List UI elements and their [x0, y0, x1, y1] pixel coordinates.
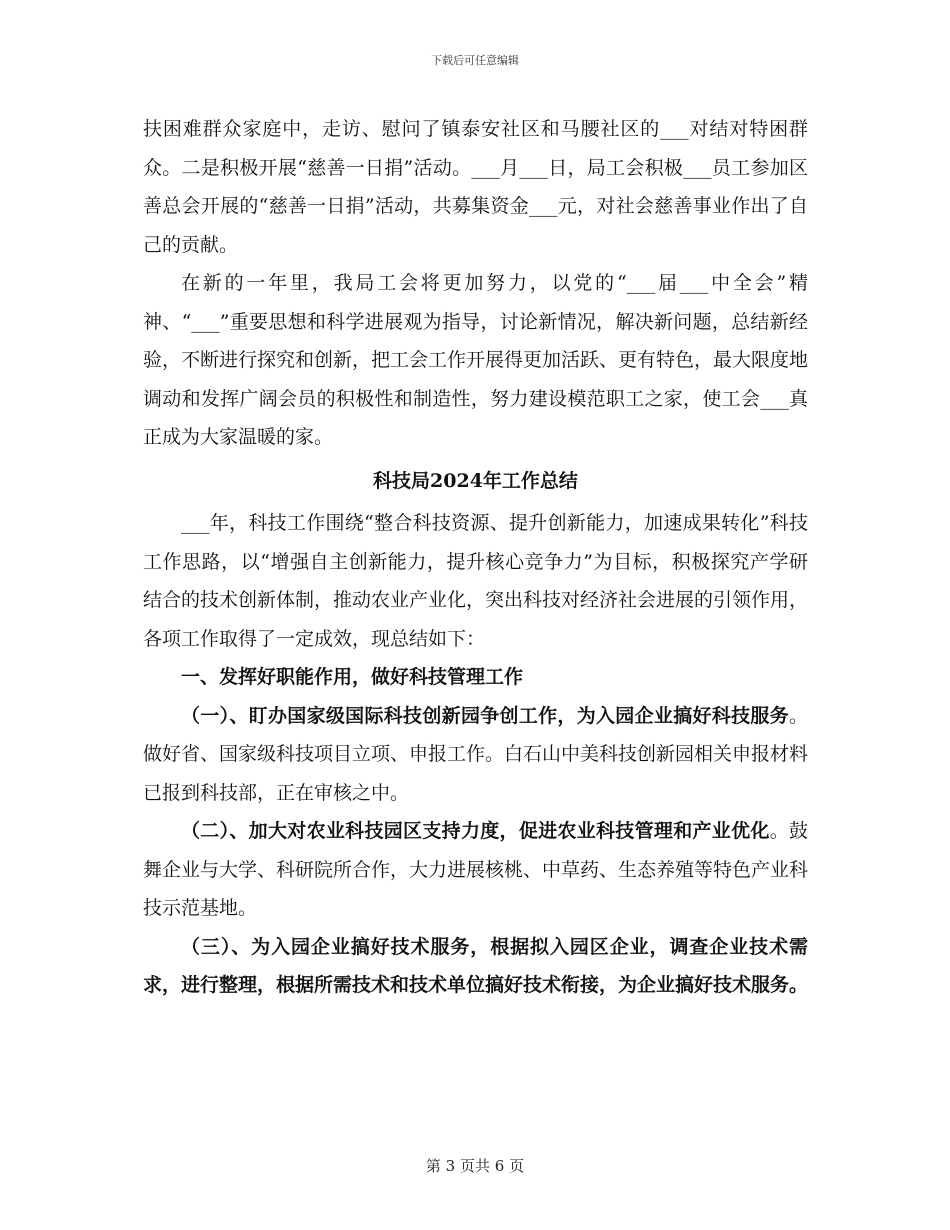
item-1-heading: （一）、盯办国家级国际科技创新园争创工作，为入园企业搞好科技服务: [181, 704, 789, 727]
item-2-text: 。鼓舞企业与大学、科研院所合作，大力进展核桃、中草药、生态养殖等特色产业科技示范基地。: [143, 820, 809, 919]
item-3: （三）、为入园企业搞好技术服务，根据拟入园区企业，调查企业技术需求，进行整理，根据所需技术和技术单位搞好技术衔接，为企业搞好技术服务。: [143, 935, 809, 996]
page-number-footer: 第 3 页共 6 页: [425, 1157, 525, 1175]
paragraph-new-year-plan: 在新的一年里，我局工会将更加努力，以党的“___届___中全会”精神、“___”重要思想和科学进展观为指导，讨论新情况，解决新问题，总结新经验，不断进行探究和创新，把工会工作开展得更加活跃、更有特色，最大限度地调动和发挥广阔会员的积极性和制造性，努力建设模范职工之家，使工会___真正成为大家温暖的家。: [143, 272, 809, 448]
header-note: 下载后可任意编辑: [431, 54, 519, 67]
document-title: 科技局2024年工作总结: [373, 469, 578, 492]
item-1-text: 。做好省、国家级科技项目立项、申报工作。白石山中美科技创新园相关申报材料已报到科技部，正在审核之中。: [143, 704, 809, 804]
item-2: [143, 812, 808, 928]
paragraph-charity-activities: 扶困难群众家庭中，走访、慰问了镇泰安社区和马腰社区的___对结对特困群众。二是积极开展“慈善一日捐”活动。___月___日，局工会积极___员工参加区善总会开展的“慈善一日捐”活动，共募集资金___元，对社会慈善事业作出了自己的贡献。: [143, 118, 808, 256]
item-2-heading: （二）、加大对农业科技园区支持力度，促进农业科技管理和产业优化: [181, 820, 770, 842]
section-heading-1: 一、发挥好职能作用，做好科技管理工作: [181, 666, 524, 688]
document-body: [143, 110, 808, 1005]
item-1: [143, 697, 808, 813]
paragraph-summary-intro: ___年，科技工作围绕“整合科技资源、提升创新能力，加速成果转化”科技工作思路，以“增强自主创新能力，提升核心竞争力”为目标，积极探究产学研结合的技术创新体制，推动农业产业化，突出科技对经济社会进展的引领作用，各项工作取得了一定成效，现总结如下：: [143, 512, 809, 650]
